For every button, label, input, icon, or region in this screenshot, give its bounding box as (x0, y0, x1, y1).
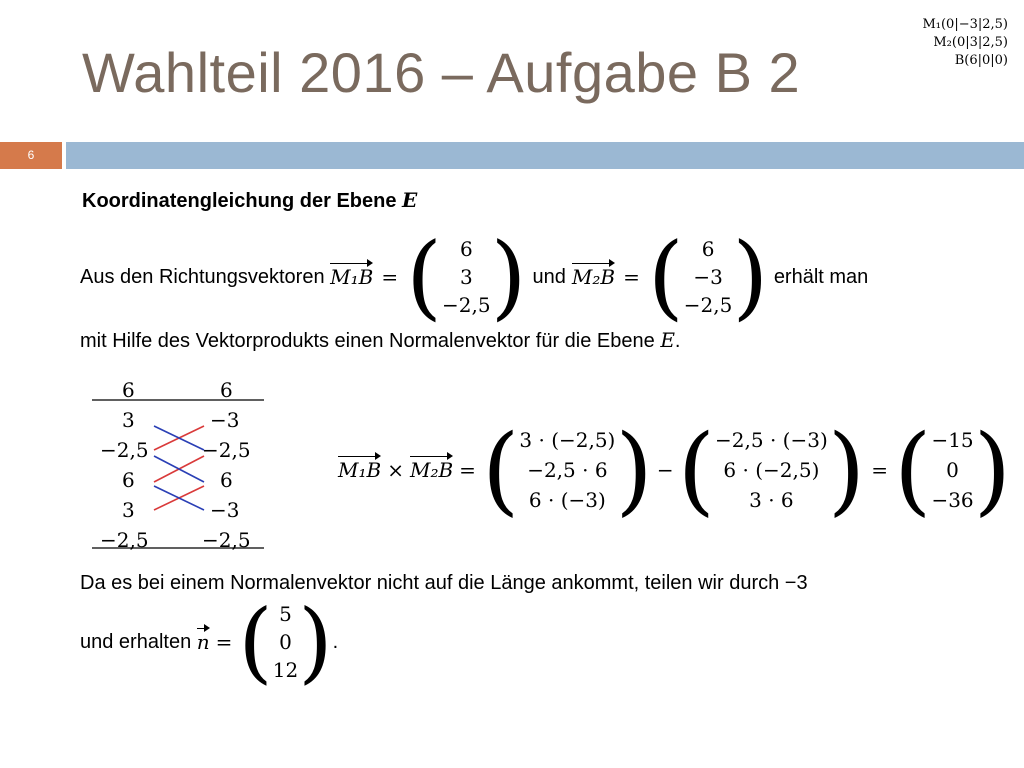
vector-component: −2,5 (683, 293, 733, 317)
point-b: B(6|0|0) (954, 53, 1008, 68)
vector-component: 6 (701, 237, 715, 261)
vector-component: 3 (459, 265, 473, 289)
line2-variable: E (660, 328, 675, 352)
line1-prefix: Aus den Richtungsvektoren (80, 265, 325, 288)
term: 6 · (−3) (528, 488, 606, 512)
term: −2,5 · 6 (527, 458, 608, 482)
vector-component: 6 (459, 237, 473, 261)
equals-sign: = (381, 265, 399, 289)
point-m1: M₁(0|−3|2,5) (922, 17, 1008, 32)
given-points (922, 16, 1008, 70)
vector-m2b-label: M₂B (409, 458, 454, 482)
heading-variable: E (402, 188, 418, 212)
equals-sign: = (623, 265, 640, 289)
scheme-right-value: −3 (210, 408, 240, 432)
term: −2,5 · (−3) (715, 428, 828, 452)
equals-sign: = (871, 458, 888, 482)
slide-number: 6 (0, 142, 62, 169)
vector-m1b-label: M₁B (338, 458, 382, 482)
header-bar (66, 142, 1024, 169)
equals-sign: = (215, 630, 233, 654)
scheme-lines (92, 378, 272, 553)
scheme-right-value: −2,5 (202, 528, 251, 552)
line2-text: mit Hilfe des Vektorprodukts einen Normalenvektor für die Ebene (80, 330, 655, 352)
scheme-left-value: −2,5 (100, 438, 149, 462)
slide-title: Wahlteil 2016 – Aufgabe B 2 (82, 41, 801, 104)
vector-m2b-label: M₂B (571, 265, 616, 289)
scheme-right-value: 6 (220, 378, 233, 402)
scheme-right-value: 6 (220, 468, 233, 492)
cross-product-terms-a: ( 3 · (−2,5) −2,5 · 6 6 · (−3) ) (481, 414, 653, 526)
vector-component: 5 (279, 602, 292, 626)
conclusion-prefix: und erhalten (80, 630, 192, 653)
vector-component: −2,5 (442, 293, 491, 317)
cross-product-terms-b: ( −2,5 · (−3) 6 · (−2,5) 3 · 6 ) (677, 414, 866, 526)
scheme-right-value: −3 (210, 498, 240, 522)
line1-suffix: erhält man (773, 265, 869, 288)
result-component: −15 (931, 428, 974, 452)
vector-component: 0 (279, 630, 292, 654)
scheme-left-value: 6 (122, 468, 135, 492)
scheme-left-value: −2,5 (100, 528, 149, 552)
scheme-left-value: 3 (122, 498, 135, 522)
vector-m1b-label: M₁B (330, 265, 374, 289)
result-component: −36 (931, 488, 974, 512)
term: 3 · (−2,5) (519, 428, 616, 452)
line2-end: . (674, 330, 681, 352)
vector-component: −3 (693, 265, 723, 289)
scheme-left-value: 3 (122, 408, 135, 432)
conclusion-text: Da es bei einem Normalenvektor nicht auf die Länge ankommt, teilen wir durch −3 (80, 572, 808, 594)
und-text: und (532, 265, 566, 288)
normal-vector-result-line (80, 590, 339, 693)
term: 3 · 6 (749, 488, 794, 512)
normal-vector-label: n (196, 630, 210, 654)
term: 6 · (−2,5) (723, 458, 820, 482)
vector-m2b: ( 6 −3 −2,5 ) (647, 223, 769, 330)
cross-product-scheme (92, 378, 272, 553)
vector-m1b: ( 6 3 −2,5 ) (406, 223, 527, 330)
equals-sign: = (459, 458, 476, 482)
heading-text: Koordinatengleichung der Ebene (82, 190, 397, 212)
cross-product-equation (338, 414, 1012, 526)
times-sign: × (387, 458, 404, 482)
normal-vector: ( 5 0 12 ) (238, 590, 333, 693)
point-m2: M₂(0|3|2,5) (933, 35, 1008, 50)
conclusion-end: . (332, 630, 339, 653)
scheme-left-value: 6 (122, 378, 135, 402)
direction-vectors-line (80, 223, 869, 330)
minus-sign: − (656, 458, 674, 482)
scheme-right-value: −2,5 (202, 438, 251, 462)
section-heading (82, 188, 417, 213)
normal-vector-line (80, 328, 680, 353)
result-component: 0 (946, 458, 959, 482)
vector-component: 12 (272, 658, 299, 682)
cross-product-result: ( −15 0 −36 ) (893, 414, 1012, 526)
